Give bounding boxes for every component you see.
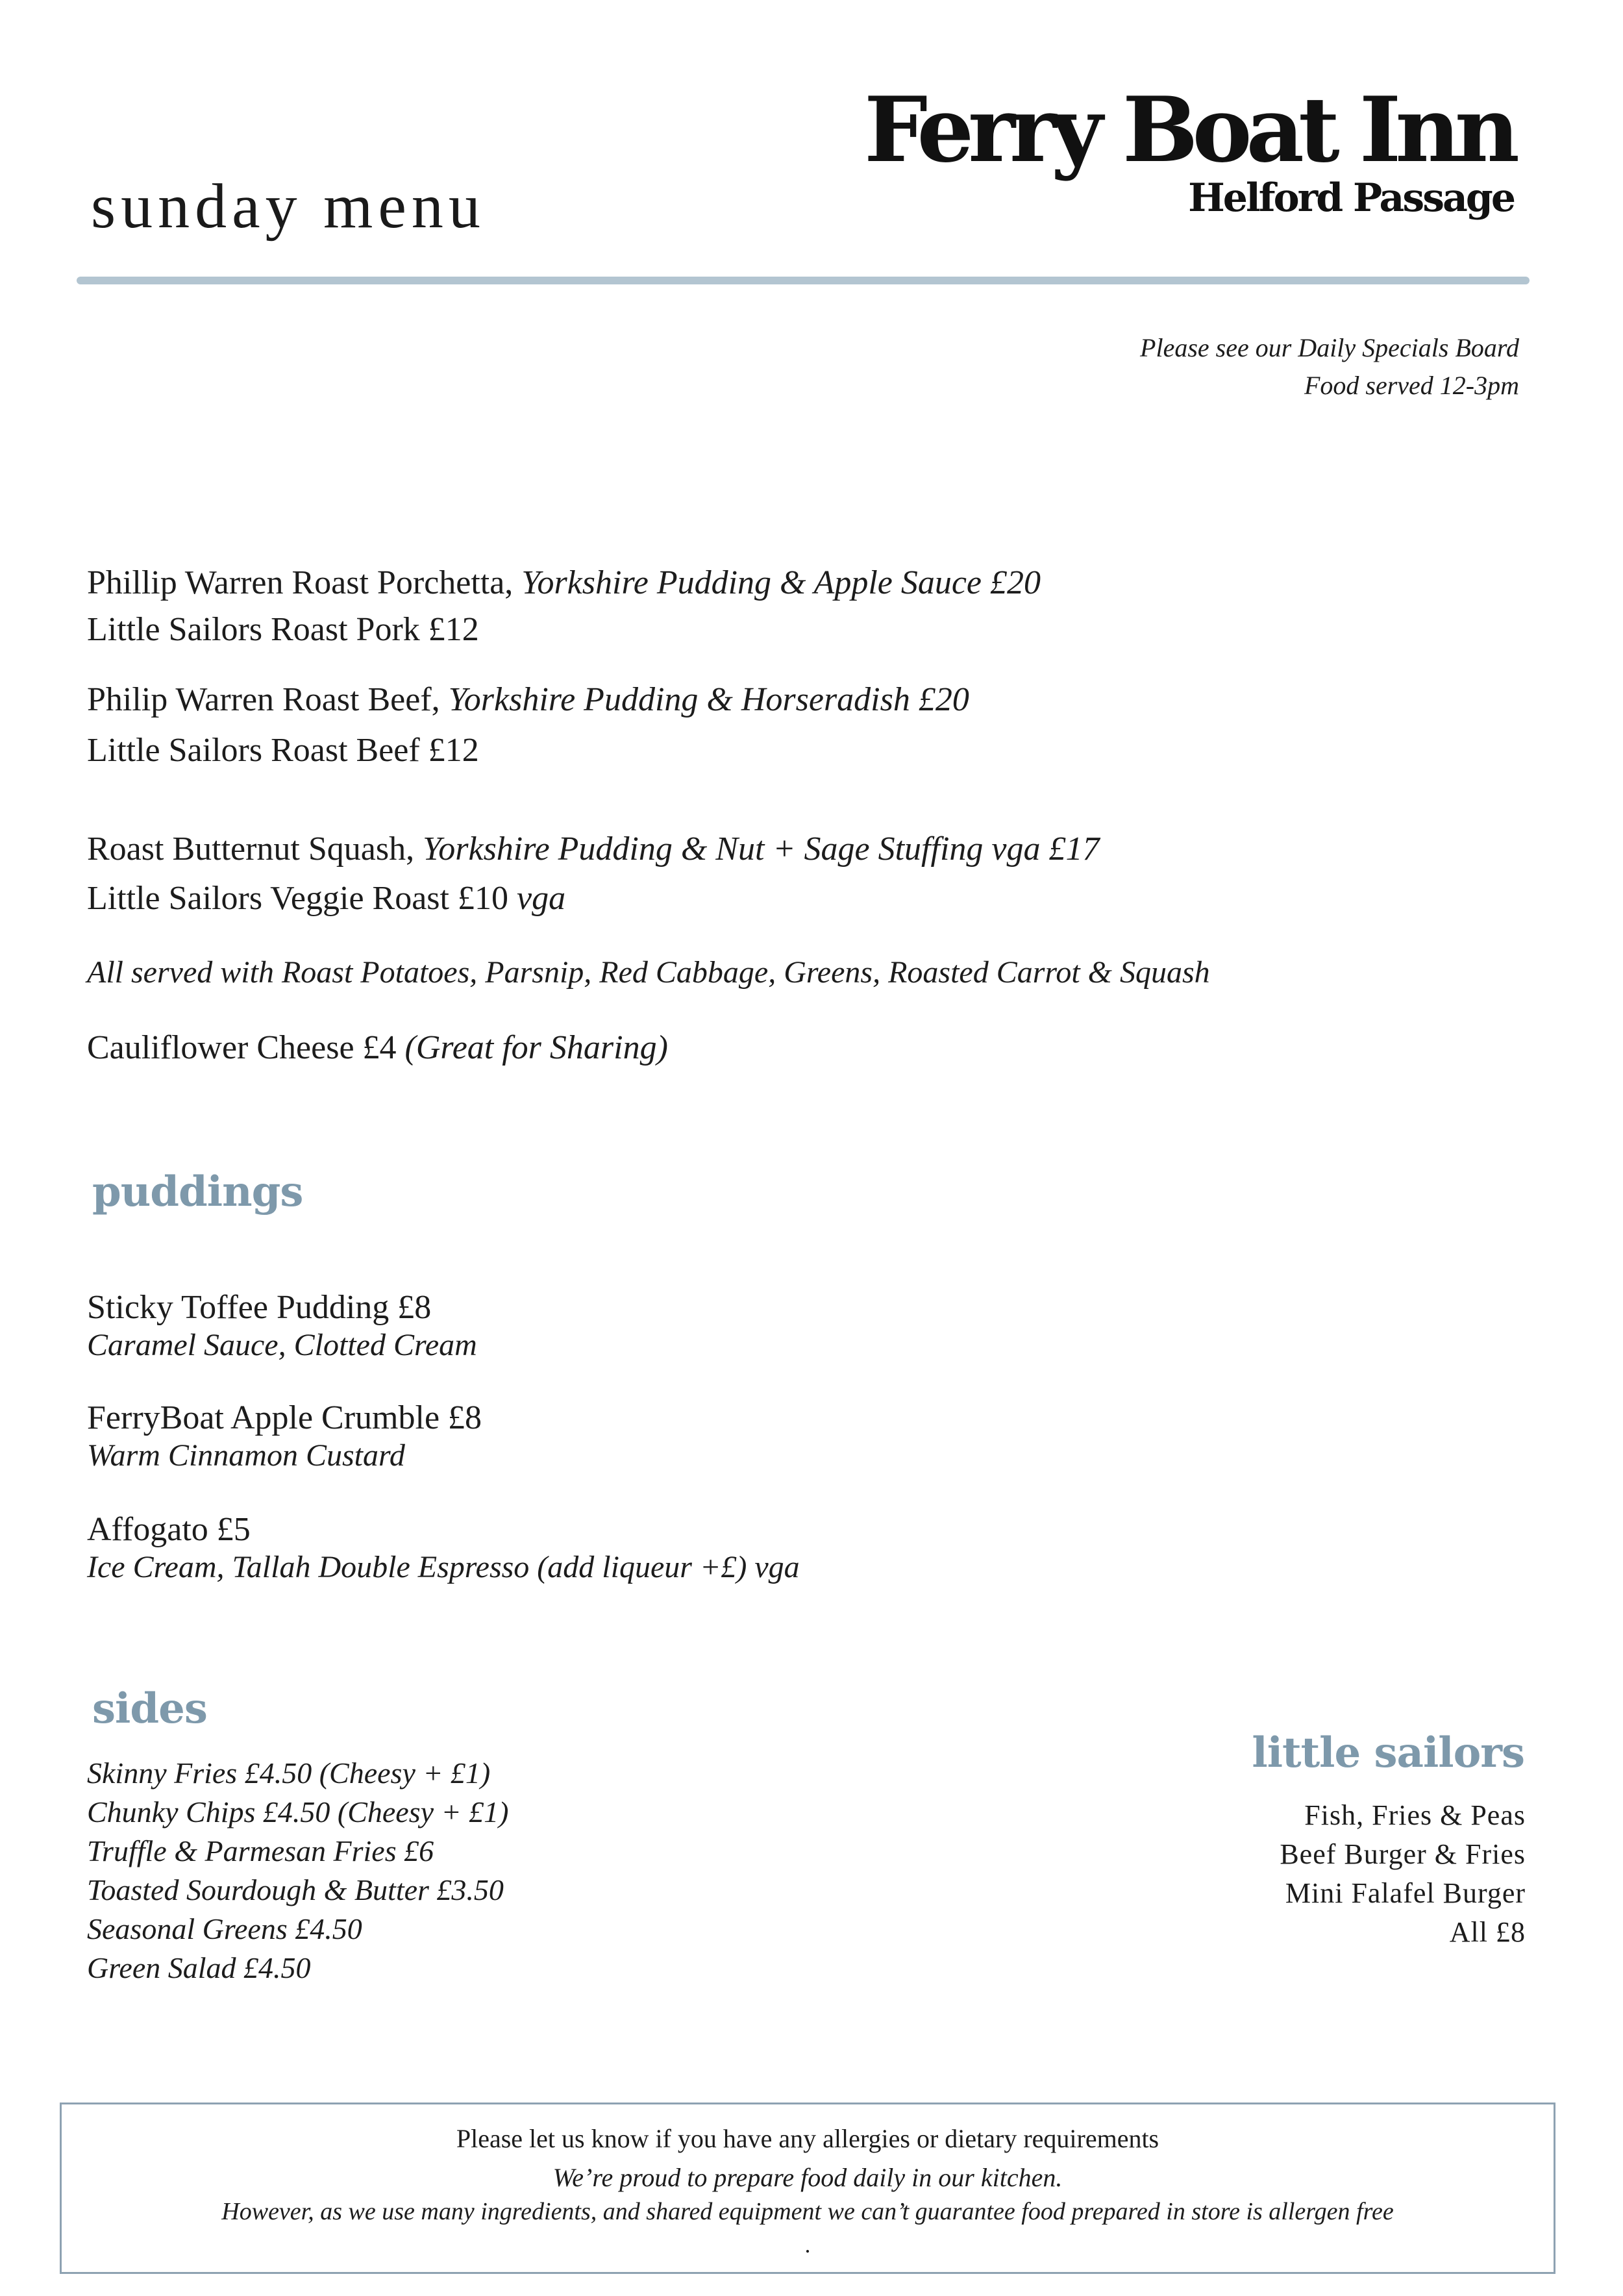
pudding-item-desc: Warm Cinnamon Custard [87,1438,405,1473]
allergen-disclaimer: However, as we use many ingredients, and shared equipment we can’t guarantee food prepared in store is allergen free [221,2198,1394,2225]
main-item-name: Philip Warren Roast Beef, [87,681,449,718]
main-item-name: Phillip Warren Roast Porchetta, [87,564,522,601]
pudding-item-desc: Ice Cream, Tallah Double Espresso (add liqueur +£) vga [87,1550,800,1584]
main-item-name: Little Sailors Roast Pork £12 [87,611,479,648]
pudding-item-name: Sticky Toffee Pudding £8 [87,1289,432,1326]
main-item [87,731,479,769]
brand-name: Ferry Boat Inn [864,77,1514,182]
pudding-item-name: Affogato £5 [87,1511,251,1548]
footer-dot: . [804,2232,811,2258]
served-with-note: All served with Roast Potatoes, Parsnip, Red Cabbage, Greens, Roasted Carrot & Squash [87,955,1210,990]
cauliflower-detail: (Great for Sharing) [404,1029,668,1066]
little-sailors-item: Beef Burger & Fries [1280,1838,1526,1870]
side-item: Skinny Fries £4.50 (Cheesy + £1) [87,1756,491,1790]
menu-subtitle: sunday menu [91,171,486,242]
main-item [87,564,1041,602]
cauliflower-item [87,1029,668,1067]
kitchen-note: We’re proud to prepare food daily in our kitchen. [552,2163,1063,2192]
main-item [87,610,479,649]
little-sailors-item: All £8 [1449,1916,1526,1948]
specials-note: Please see our Daily Specials Board [1140,333,1519,362]
allergy-notice: Please let us know if you have any allergies or dietary requirements [456,2124,1159,2153]
pudding-item-desc: Caramel Sauce, Clotted Cream [87,1328,477,1362]
main-item-name: Little Sailors Roast Beef £12 [87,732,479,769]
cauliflower-name: Cauliflower Cheese £4 [87,1029,405,1066]
main-item-detail: Yorkshire Pudding & Horseradish £20 [448,681,969,718]
main-item [87,879,565,917]
served-note: Food served 12-3pm [1304,371,1519,400]
main-item-name: Little Sailors Veggie Roast £10 [87,880,517,917]
main-item [87,680,969,719]
main-item [87,830,1099,868]
side-item: Toasted Sourdough & Butter £3.50 [87,1873,504,1906]
side-item: Green Salad £4.50 [87,1951,311,1984]
location-name: Helford Passage [1188,175,1514,221]
pudding-item-name: FerryBoat Apple Crumble £8 [87,1399,482,1436]
main-item-detail: Yorkshire Pudding & Nut + Sage Stuffing vga £17 [423,830,1100,867]
side-item: Truffle & Parmesan Fries £6 [87,1834,434,1867]
puddings-heading: puddings [92,1167,303,1216]
little-sailors-heading: little sailors [1252,1728,1524,1777]
side-item: Chunky Chips £4.50 (Cheesy + £1) [87,1795,509,1828]
header-divider [77,277,1530,284]
little-sailors-item: Fish, Fries & Peas [1304,1799,1526,1831]
little-sailors-item: Mini Falafel Burger [1285,1877,1526,1909]
main-item-detail: Yorkshire Pudding & Apple Sauce £20 [521,564,1041,601]
main-item-detail: vga [516,880,566,917]
main-item-name: Roast Butternut Squash, [87,830,423,867]
side-item: Seasonal Greens £4.50 [87,1912,362,1945]
sides-heading: sides [92,1684,207,1733]
